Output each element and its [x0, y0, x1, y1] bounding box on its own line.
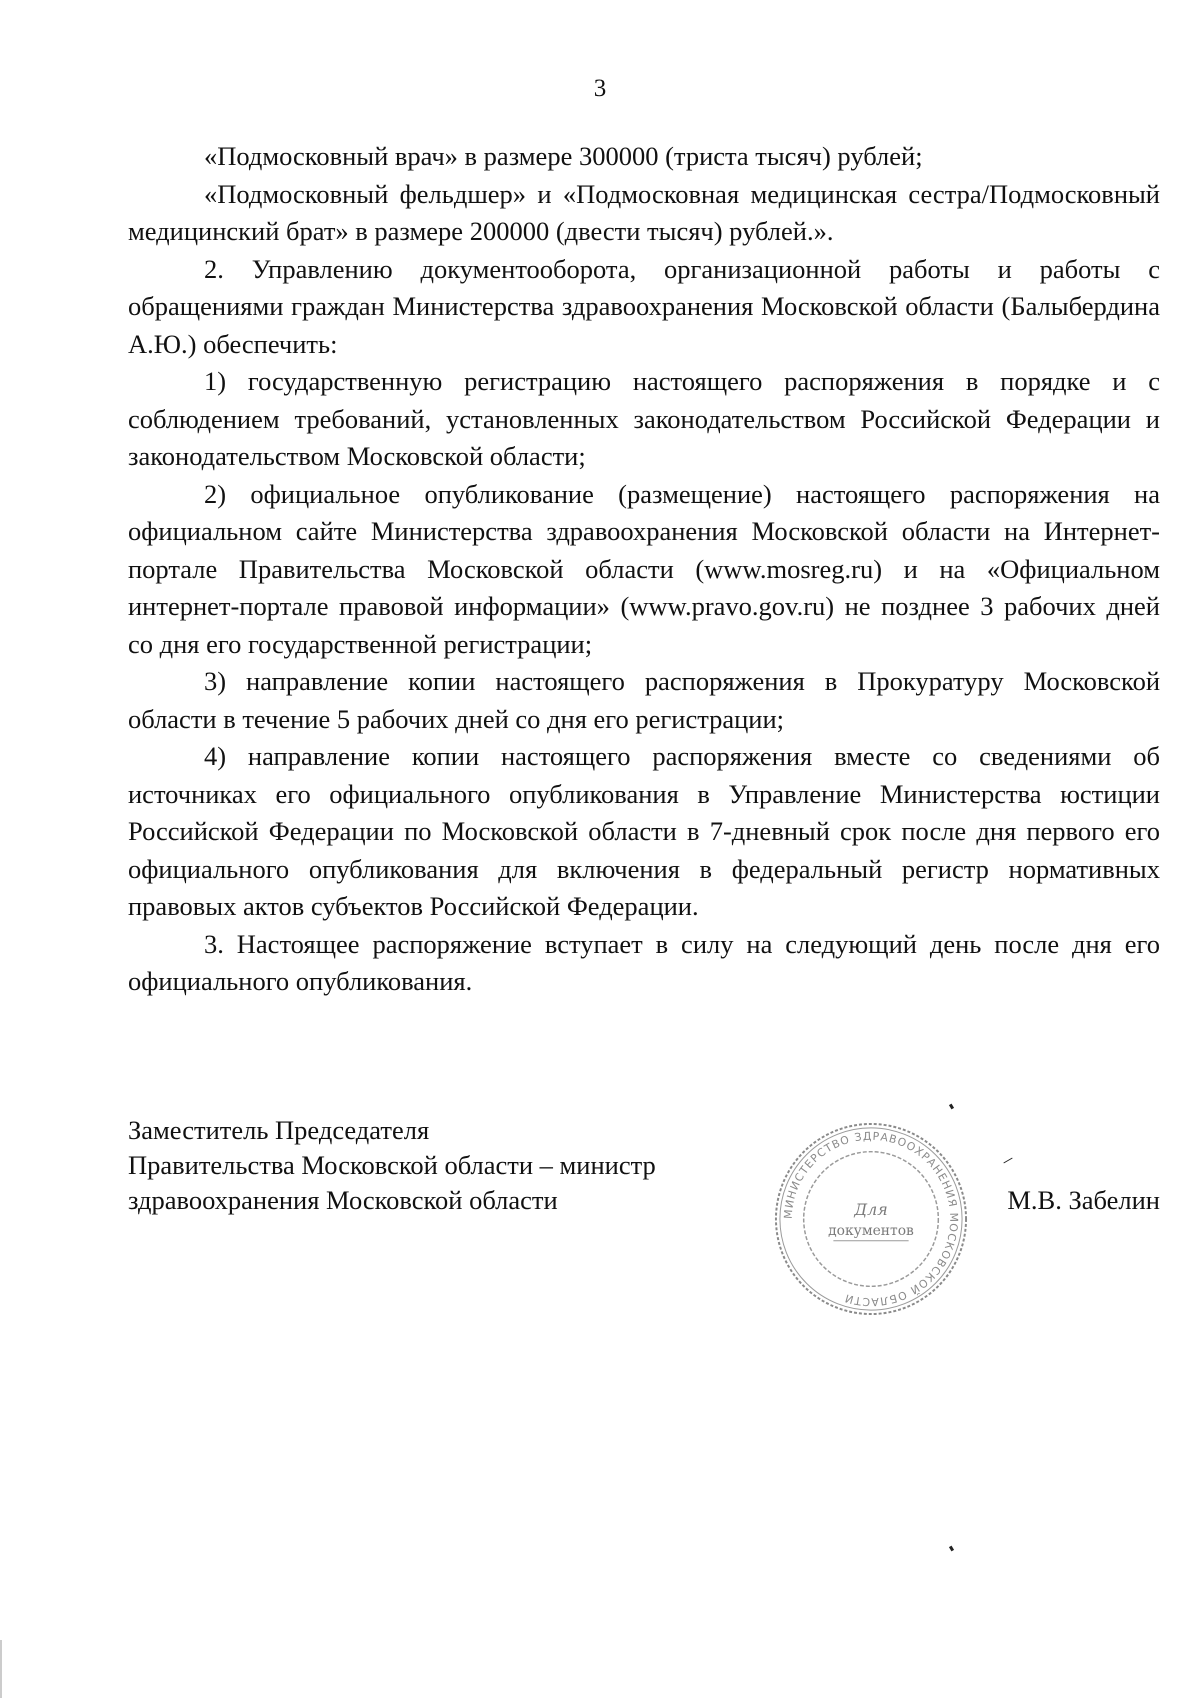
document-body: [128, 138, 1160, 1001]
paragraph-item-3-prosecutor: 3) направление копии настоящего распоряжения в Прокуратуру Московской области в течение 5 рабочих дней со дня его регистрации;: [128, 666, 1160, 734]
stamp-ring-text: МИНИСТЕРСТВО ЗДРАВООХРАНЕНИЯ МОСКОВСКОЙ ОБЛАСТИ: [781, 1129, 961, 1309]
scan-speck: [949, 1104, 954, 1110]
signatory-position-line: здравоохранения Московской области: [128, 1185, 558, 1215]
signatory-position: [128, 1113, 656, 1218]
stamp-center-text: документов: [828, 1222, 914, 1239]
page-number: 3: [593, 75, 607, 102]
scan-edge-mark: [0, 1640, 2, 1698]
paragraph-section-3-effective: 3. Настоящее распоряжение вступает в силу на следующий день после дня его официального опубликования.: [128, 928, 1160, 996]
paragraph-doctor-payment: «Подмосковный врач» в размере 300000 (триста тысяч) рублей;: [204, 141, 923, 171]
scan-speck: [1003, 1158, 1012, 1164]
paragraph-paramedic-nurse-payment: «Подмосковный фельдшер» и «Подмосковная медицинская сестра/Подмосковный медицинский брат» в размере 200000 (двести тысяч) рублей.».: [128, 178, 1160, 246]
signatory-position-line: Заместитель Председателя: [128, 1115, 430, 1145]
paragraph-item-2-publication: 2) официальное опубликование (размещение) настоящего распоряжения на официальном сайте Министерства здравоохранения Московской области на Интернет-портале Правительства Московской области (www.mosreg.ru) и на «Официальном интернет-портале правовой информации» (www.pravo.gov.ru) не позднее 3 рабочих дней со дня его государственной регистрации;: [128, 478, 1160, 659]
signatory-name: М.В. Забелин: [1007, 1185, 1160, 1215]
signatory-position-line: Правительства Московской области – министр: [128, 1150, 656, 1180]
scan-speck: [949, 1546, 954, 1552]
paragraph-section-2: 2. Управлению документооборота, организационной работы и работы с обращениями граждан Министерства здравоохранения Московской области (Балыбердина А.Ю.) обеспечить:: [128, 253, 1160, 359]
paragraph-item-4-justice-ministry: 4) направление копии настоящего распоряжения вместе со сведениями об источниках его официального опубликования в Управление Министерства юстиции Российской Федерации по Московской области в 7-дневный срок после дня первого его официального опубликования для включения в федеральный регистр нормативных правовых актов субъектов Российской Федерации.: [128, 741, 1160, 921]
paragraph-item-1-registration: 1) государственную регистрацию настоящего распоряжения в порядке и с соблюдением требований, установленных законодательством Российской Федерации и законодательством Московской области;: [128, 366, 1160, 471]
official-stamp: [772, 1120, 970, 1318]
stamp-center-text: Для: [854, 1200, 888, 1220]
